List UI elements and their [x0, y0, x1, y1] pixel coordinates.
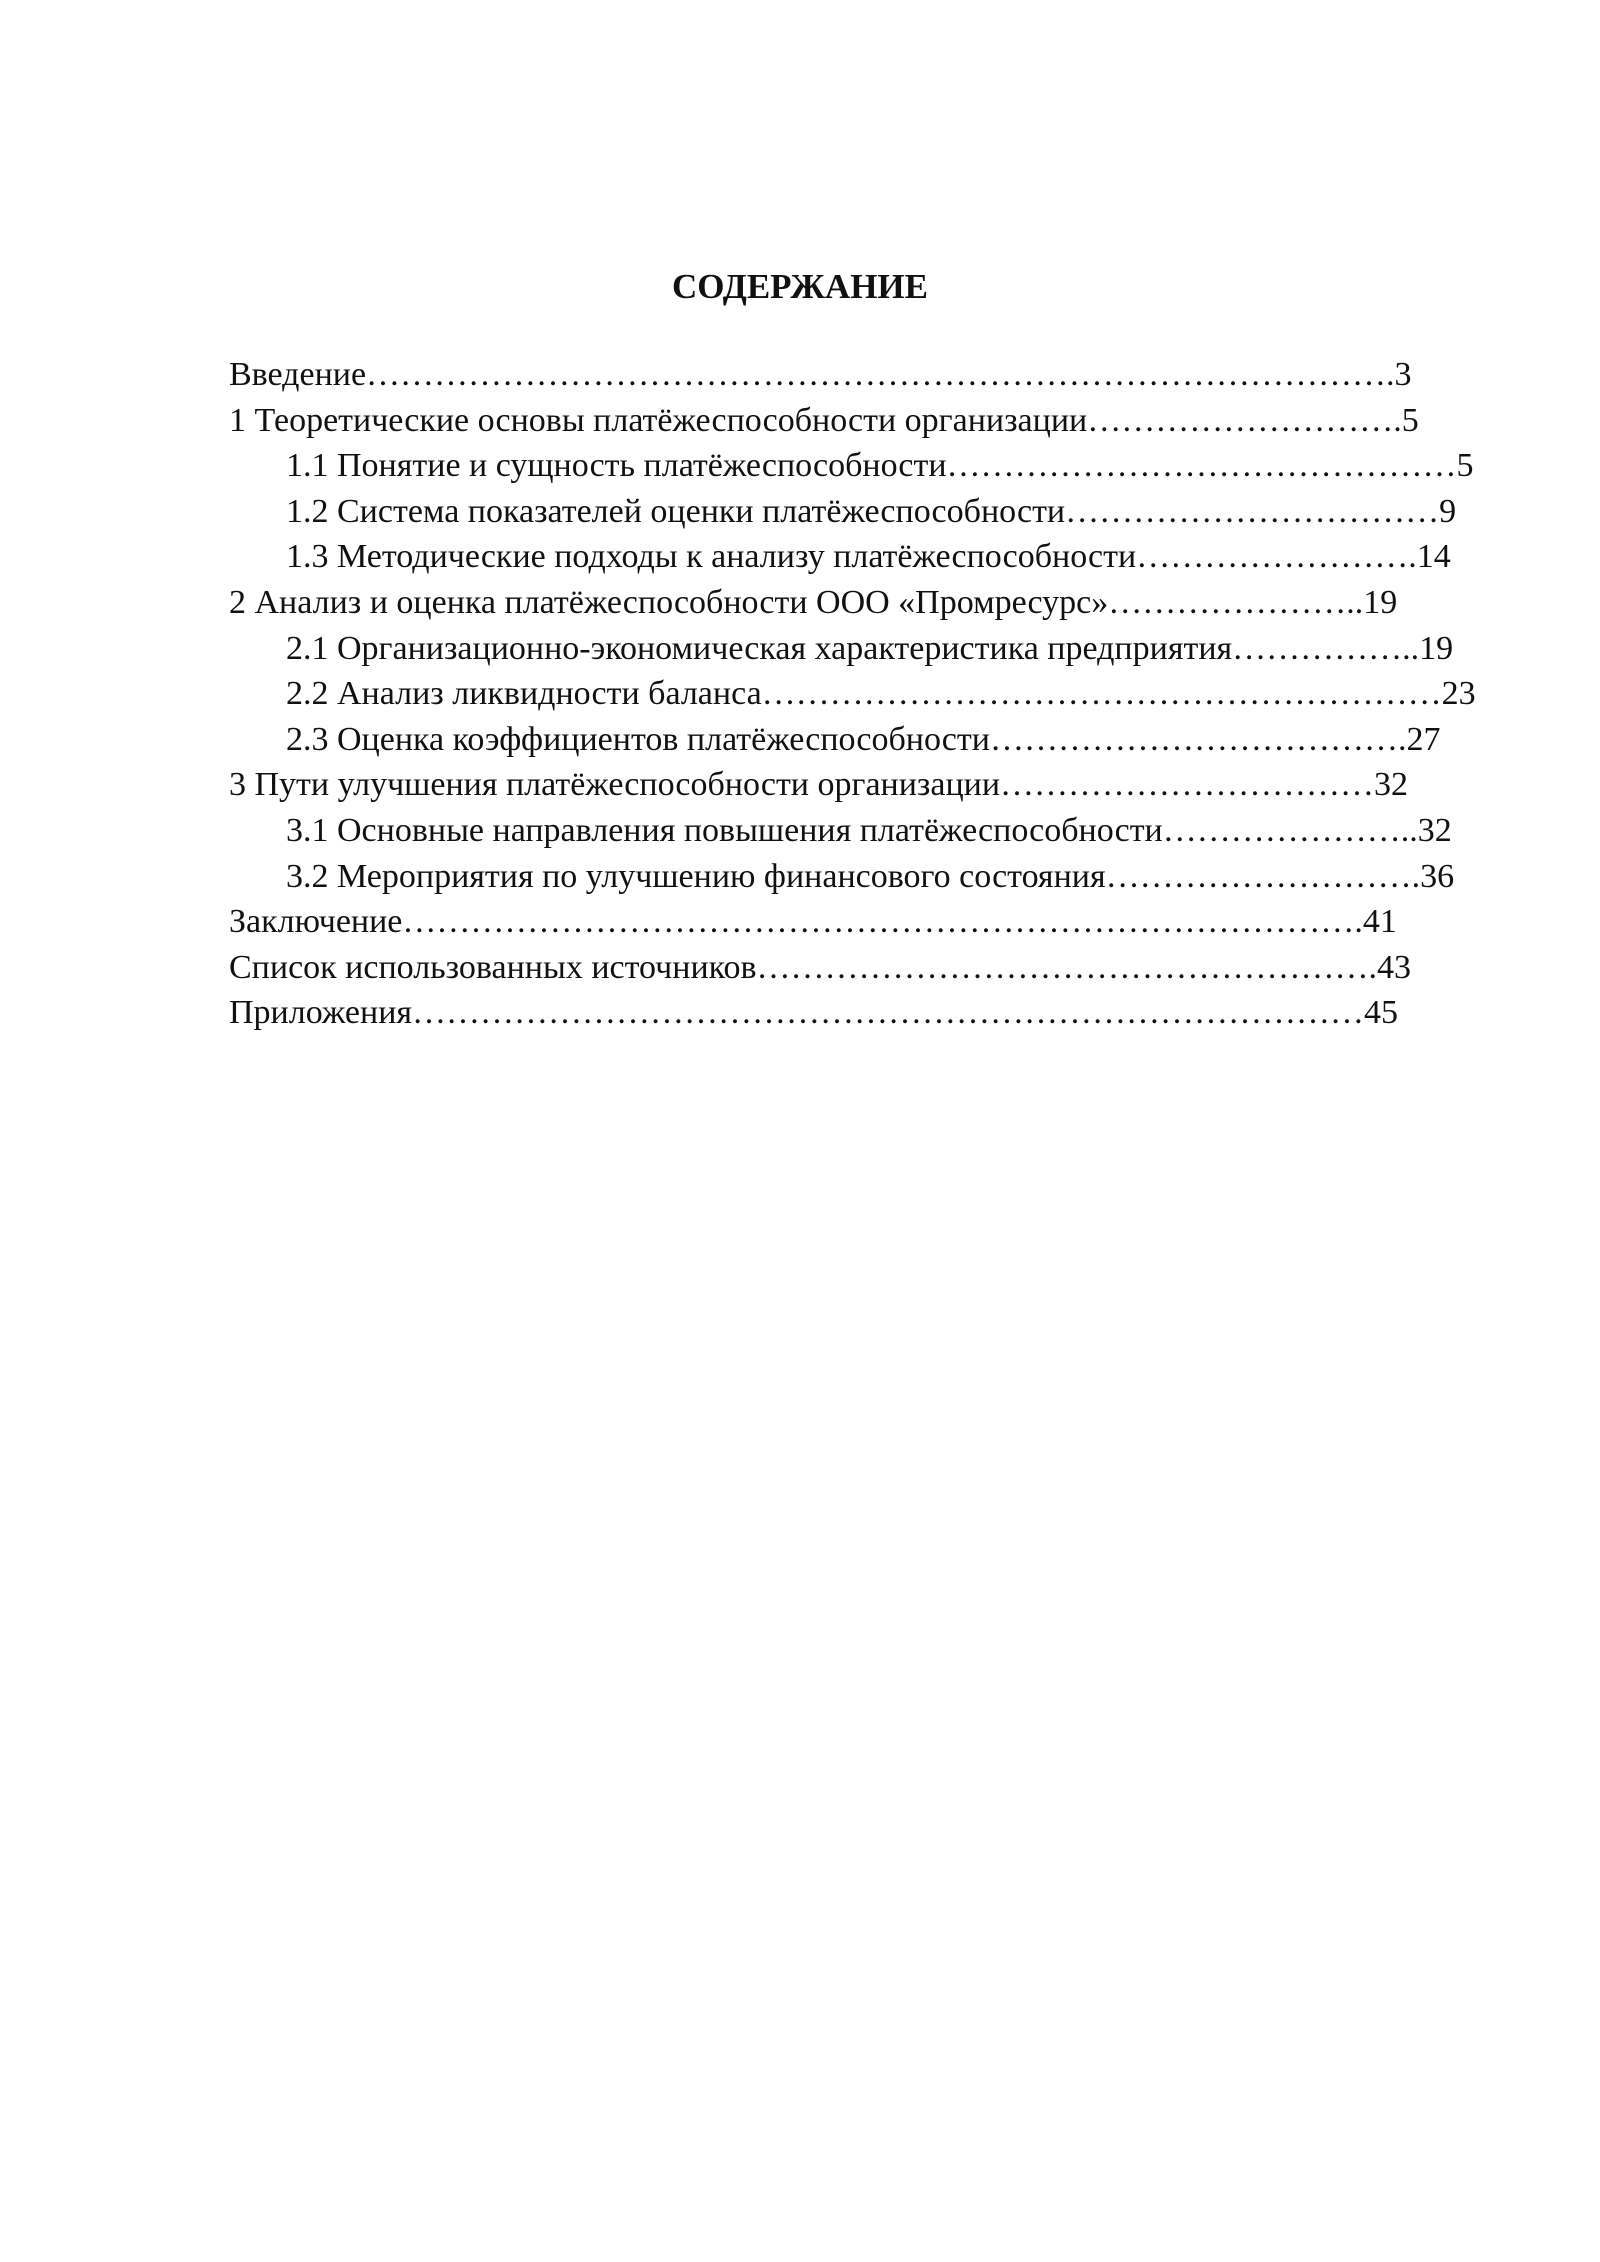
toc-entry-text: 3.1 Основные направления повышения платёжеспособности…………………..32 — [286, 811, 1452, 849]
toc-entry-section-2-1[interactable] — [286, 626, 1539, 672]
toc-entry-text: 2.1 Организационно-экономическая характеристика предприятия……………..19 — [286, 629, 1454, 667]
toc-entry-section-1-1[interactable] — [286, 443, 1539, 489]
toc-entry-text: Введение……………………………………………………………………………….3 — [229, 356, 1412, 393]
toc-entry-section-1-2[interactable] — [286, 489, 1539, 535]
toc-entry-text: 2.2 Анализ ликвидности баланса……………………………………………………23 — [286, 675, 1476, 713]
toc-entry-text: 1.1 Понятие и сущность платёжеспособности………………………………………5 — [286, 447, 1474, 485]
toc-entry-section-2-3[interactable] — [286, 717, 1539, 763]
toc-entry-chapter-1[interactable] — [229, 398, 1539, 444]
toc-entry-text: 3 Пути улучшения платёжеспособности организации……………………………32 — [229, 766, 1409, 804]
toc-entry-chapter-3[interactable] — [229, 762, 1539, 808]
table-of-contents — [229, 352, 1539, 1036]
toc-entry-text: Список использованных источников……………………………………………….43 — [229, 948, 1411, 986]
toc-entry-conclusion[interactable] — [229, 899, 1539, 945]
toc-entry-section-3-1[interactable] — [286, 808, 1539, 854]
toc-entry-text: Заключение………………………………………………………………………….41 — [229, 903, 1397, 941]
page-title: СОДЕРЖАНИЕ — [671, 267, 928, 306]
toc-entry-text: 1.2 Система показателей оценки платёжеспособности……………………………9 — [286, 492, 1457, 530]
toc-entry-text: 1 Теоретические основы платёжеспособности организации……………………….5 — [229, 401, 1419, 439]
toc-entry-references[interactable] — [229, 945, 1539, 991]
toc-entry-section-2-2[interactable] — [286, 671, 1539, 717]
toc-entry-text: 2.3 Оценка коэффициентов платёжеспособности……………………………….27 — [286, 720, 1441, 758]
toc-entry-chapter-2[interactable] — [229, 580, 1539, 626]
toc-entry-introduction[interactable] — [229, 352, 1539, 398]
toc-entry-text: 1.3 Методические подходы к анализу платёжеспособности…………………….14 — [286, 538, 1451, 576]
toc-entry-text: Приложения…………………………………………………………………………45 — [229, 994, 1399, 1032]
toc-entry-section-1-3[interactable] — [286, 534, 1539, 580]
toc-entry-text: 2 Анализ и оценка платёжеспособности ООО «Промресурс»…………………..19 — [229, 583, 1398, 621]
toc-entry-text: 3.2 Мероприятия по улучшению финансового состояния……………………….36 — [286, 857, 1455, 895]
toc-entry-appendices[interactable] — [229, 990, 1539, 1036]
toc-entry-section-3-2[interactable] — [286, 854, 1539, 900]
